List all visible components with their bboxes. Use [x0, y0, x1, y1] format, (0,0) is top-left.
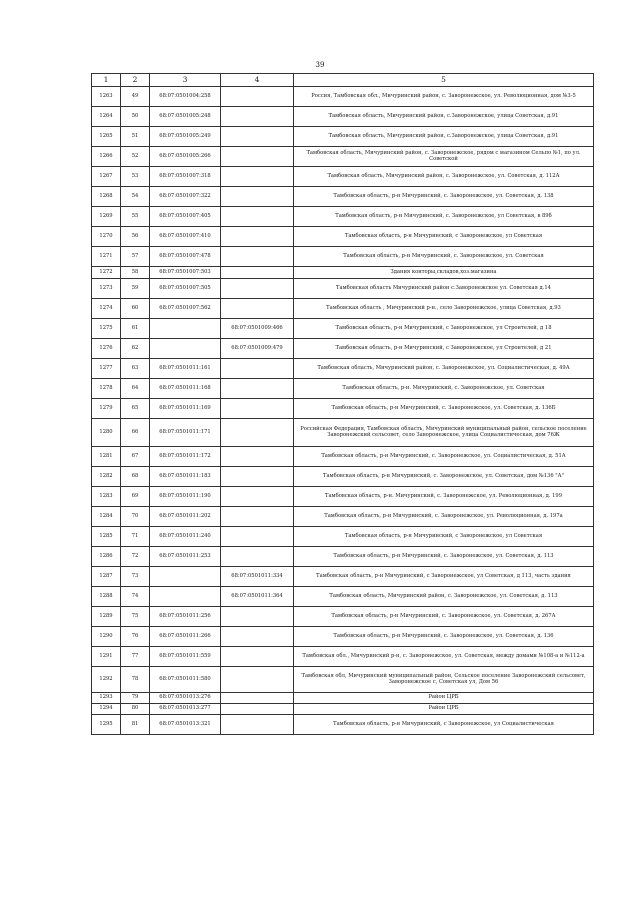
address-cell: Тамбовская область, р-н Мичуринский, с Заворонежское, ул Советская: [294, 527, 594, 547]
table-row: [92, 527, 594, 547]
sub-number-cell: 66: [121, 419, 150, 447]
register-table: [91, 73, 594, 735]
cadastral-number-cell: 68:07:0501005:266: [150, 147, 221, 167]
cadastral-number-cell: 68:07:0501011:172: [150, 447, 221, 467]
cadastral-number-alt-cell: [221, 647, 294, 667]
row-number-cell: 1287: [92, 567, 121, 587]
cadastral-number-alt-cell: [221, 419, 294, 447]
cadastral-number-alt-cell: [221, 359, 294, 379]
table-row: [92, 547, 594, 567]
cadastral-number-cell: 68:07:0501007:505: [150, 279, 221, 299]
row-number-cell: 1295: [92, 715, 121, 735]
cadastral-number-cell: 68:07:0501011:168: [150, 379, 221, 399]
column-header: 1: [92, 74, 121, 87]
cadastral-number-alt-cell: [221, 207, 294, 227]
sub-number-cell: 75: [121, 607, 150, 627]
row-number-cell: 1292: [92, 667, 121, 693]
sub-number-cell: 49: [121, 87, 150, 107]
cadastral-number-cell: 68:07:0501004:258: [150, 87, 221, 107]
row-number-cell: 1265: [92, 127, 121, 147]
sub-number-cell: 59: [121, 279, 150, 299]
row-number-cell: 1275: [92, 319, 121, 339]
table-row: [92, 267, 594, 279]
cadastral-number-cell: 68:07:0501011:253: [150, 547, 221, 567]
cadastral-number-alt-cell: [221, 607, 294, 627]
row-number-cell: 1277: [92, 359, 121, 379]
cadastral-number-cell: 68:07:0501007:478: [150, 247, 221, 267]
cadastral-number-alt-cell: [221, 107, 294, 127]
sub-number-cell: 56: [121, 227, 150, 247]
cadastral-number-alt-cell: [221, 399, 294, 419]
cadastral-number-alt-cell: [221, 693, 294, 704]
column-header-row: [92, 74, 594, 87]
sub-number-cell: 69: [121, 487, 150, 507]
address-cell: Тамбовская область, Мичуринский район, с.Заворонежское, улица Советская, д.91: [294, 127, 594, 147]
sub-number-cell: 51: [121, 127, 150, 147]
cadastral-number-cell: 68:07:0501011:240: [150, 527, 221, 547]
cadastral-number-cell: [150, 587, 221, 607]
address-cell: Тамбовская обл., Мичуринский р-н, с. Заворонежское, ул. Советская, между домами №108-а и №112-а: [294, 647, 594, 667]
address-cell: Тамбовская область Мичуринский район с.Заворонежское ул. Советская д.14: [294, 279, 594, 299]
cadastral-number-alt-cell: [221, 704, 294, 715]
address-cell: Тамбовская область, р-н Мичуринский, с Заворонежское, ул Советская, д 113, часть здания: [294, 567, 594, 587]
table-row: [92, 299, 594, 319]
column-header: 2: [121, 74, 150, 87]
address-cell: Тамбовская область, р-н Мичуринский, с. Заворонежское, ул. Советская: [294, 247, 594, 267]
cadastral-number-cell: 68:07:0501005:248: [150, 107, 221, 127]
address-cell: Тамбовская область, р-н. Мичуринский, с. Заворонежское, ул. Революционная, д. 199: [294, 487, 594, 507]
register-table-body: [92, 74, 594, 735]
cadastral-number-cell: [150, 319, 221, 339]
table-row: [92, 227, 594, 247]
row-number-cell: 1274: [92, 299, 121, 319]
row-number-cell: 1279: [92, 399, 121, 419]
address-cell: Район ЦРБ: [294, 693, 594, 704]
cadastral-number-alt-cell: [221, 127, 294, 147]
table-row: [92, 247, 594, 267]
cadastral-number-alt-cell: [221, 247, 294, 267]
sub-number-cell: 50: [121, 107, 150, 127]
address-cell: Российская Федерация, Тамбовская область, Мичуринский муниципальный район, сельское поселение Заворонежский сельсовет, село Заворонежское, улица Социалистическая, дом 76Ж: [294, 419, 594, 447]
row-number-cell: 1266: [92, 147, 121, 167]
table-row: [92, 107, 594, 127]
address-cell: Тамбовская область, р-н Мичуринский, с. Заворонежское, ул. Советская, д. 136Б: [294, 399, 594, 419]
row-number-cell: 1283: [92, 487, 121, 507]
row-number-cell: 1268: [92, 187, 121, 207]
table-row: [92, 127, 594, 147]
table-row: [92, 167, 594, 187]
row-number-cell: 1288: [92, 587, 121, 607]
sub-number-cell: 79: [121, 693, 150, 704]
sub-number-cell: 52: [121, 147, 150, 167]
sub-number-cell: 81: [121, 715, 150, 735]
cadastral-number-cell: 68:07:0501007:405: [150, 207, 221, 227]
row-number-cell: 1270: [92, 227, 121, 247]
cadastral-number-cell: 68:07:0501011:190: [150, 487, 221, 507]
sub-number-cell: 80: [121, 704, 150, 715]
row-number-cell: 1294: [92, 704, 121, 715]
address-cell: Тамбовская обл, Мичуринский муниципальный район, Сельское поселение Заворонежский сельсовет, Заворонежское с, Советская ул, Дом 56: [294, 667, 594, 693]
cadastral-number-alt-cell: [221, 447, 294, 467]
sub-number-cell: 78: [121, 667, 150, 693]
sub-number-cell: 77: [121, 647, 150, 667]
row-number-cell: 1286: [92, 547, 121, 567]
row-number-cell: 1273: [92, 279, 121, 299]
table-row: [92, 607, 594, 627]
row-number-cell: 1278: [92, 379, 121, 399]
row-number-cell: 1281: [92, 447, 121, 467]
cadastral-number-alt-cell: [221, 187, 294, 207]
address-cell: Здания конторы,складов,хоз.магазина: [294, 267, 594, 279]
row-number-cell: 1276: [92, 339, 121, 359]
row-number-cell: 1291: [92, 647, 121, 667]
address-cell: Тамбовская область, р-н Мичуринский, с Заворонежское, ул Строителей, д 21: [294, 339, 594, 359]
cadastral-number-cell: 68:07:0501011:171: [150, 419, 221, 447]
cadastral-number-cell: 68:07:0501011:256: [150, 607, 221, 627]
table-row: [92, 447, 594, 467]
table-row: [92, 339, 594, 359]
address-cell: Тамбовская область, Мичуринский район, с. Заворонежское, ул. Социалистическая, д. 49А: [294, 359, 594, 379]
table-row: [92, 647, 594, 667]
table-row: [92, 87, 594, 107]
address-cell: Тамбовская область, р-н. Мичуринский, с. Заворонежское, ул. Советская: [294, 379, 594, 399]
cadastral-number-alt-cell: [221, 715, 294, 735]
cadastral-number-alt-cell: [221, 527, 294, 547]
address-cell: Тамбовская область, р-н Мичуринский, с. Заворонежское, ул. Советская, д. 136: [294, 627, 594, 647]
table-row: [92, 147, 594, 167]
table-row: [92, 399, 594, 419]
cadastral-number-alt-cell: [221, 379, 294, 399]
address-cell: Тамбовская область , Мичуринский р-н., село Заворонежское, улица Советская, д.93: [294, 299, 594, 319]
sub-number-cell: 53: [121, 167, 150, 187]
cadastral-number-cell: 68:07:0501011:183: [150, 467, 221, 487]
sub-number-cell: 55: [121, 207, 150, 227]
cadastral-number-cell: [150, 339, 221, 359]
cadastral-number-alt-cell: [221, 279, 294, 299]
address-cell: Тамбовская область, р-н Мичуринский, с. Заворонежское, ул. Социалистическая, д. 51А: [294, 447, 594, 467]
table-row: [92, 187, 594, 207]
table-row: [92, 279, 594, 299]
cadastral-number-alt-cell: 68:07:0501011:334: [221, 567, 294, 587]
table-row: [92, 587, 594, 607]
cadastral-number-alt-cell: [221, 487, 294, 507]
sub-number-cell: 64: [121, 379, 150, 399]
address-cell: Тамбовская область, Мичуринский район, с.Заворонежское, улица Советская, д.91: [294, 107, 594, 127]
cadastral-number-alt-cell: [221, 547, 294, 567]
row-number-cell: 1263: [92, 87, 121, 107]
row-number-cell: 1264: [92, 107, 121, 127]
table-row: [92, 567, 594, 587]
cadastral-number-cell: 68:07:0501007:410: [150, 227, 221, 247]
address-cell: Тамбовская область, Мичуринский район, с. Заворонежское, ул. Советская, д. 113: [294, 587, 594, 607]
sub-number-cell: 60: [121, 299, 150, 319]
cadastral-number-cell: 68:07:0501005:249: [150, 127, 221, 147]
cadastral-number-cell: 68:07:0501013:276: [150, 693, 221, 704]
table-row: [92, 704, 594, 715]
address-cell: Тамбовская область, р-н Мичуринский, с. Заворонежское, ул. Советская, д. 113: [294, 547, 594, 567]
cadastral-number-alt-cell: 68:07:0501009:466: [221, 319, 294, 339]
sub-number-cell: 70: [121, 507, 150, 527]
row-number-cell: 1271: [92, 247, 121, 267]
sub-number-cell: 72: [121, 547, 150, 567]
table-row: [92, 627, 594, 647]
cadastral-number-cell: 68:07:0501007:503: [150, 267, 221, 279]
sub-number-cell: 74: [121, 587, 150, 607]
row-number-cell: 1289: [92, 607, 121, 627]
cadastral-number-alt-cell: [221, 147, 294, 167]
cadastral-number-alt-cell: 68:07:0501011:364: [221, 587, 294, 607]
page-number: 39: [315, 61, 325, 69]
address-cell: Район ЦРБ: [294, 704, 594, 715]
cadastral-number-cell: 68:07:0501011:161: [150, 359, 221, 379]
table-row: [92, 487, 594, 507]
table-row: [92, 359, 594, 379]
sub-number-cell: 67: [121, 447, 150, 467]
cadastral-number-cell: 68:07:0501011:169: [150, 399, 221, 419]
address-cell: Тамбовская область, Мичуринский район, с. Заворонежское, рядом с магазином Сельпо №1, по ул. Советской: [294, 147, 594, 167]
row-number-cell: 1269: [92, 207, 121, 227]
cadastral-number-alt-cell: [221, 667, 294, 693]
table-row: [92, 419, 594, 447]
table-row: [92, 207, 594, 227]
table-row: [92, 715, 594, 735]
address-cell: Тамбовская область, р-н Мичуринский, с. Заворонежское, ул. Революционная, д. 197а: [294, 507, 594, 527]
cadastral-number-cell: 68:07:0501013:321: [150, 715, 221, 735]
sub-number-cell: 65: [121, 399, 150, 419]
table-row: [92, 667, 594, 693]
row-number-cell: 1272: [92, 267, 121, 279]
sub-number-cell: 54: [121, 187, 150, 207]
sub-number-cell: 73: [121, 567, 150, 587]
row-number-cell: 1293: [92, 693, 121, 704]
cadastral-number-cell: 68:07:0501007:562: [150, 299, 221, 319]
sub-number-cell: 68: [121, 467, 150, 487]
sub-number-cell: 61: [121, 319, 150, 339]
cadastral-number-alt-cell: [221, 227, 294, 247]
sub-number-cell: 76: [121, 627, 150, 647]
cadastral-number-alt-cell: [221, 87, 294, 107]
row-number-cell: 1284: [92, 507, 121, 527]
row-number-cell: 1282: [92, 467, 121, 487]
cadastral-number-alt-cell: [221, 299, 294, 319]
address-cell: Тамбовская область, Мичуринский район, с. Заворонежское, ул. Советская, д. 112А: [294, 167, 594, 187]
cadastral-number-cell: 68:07:0501011:202: [150, 507, 221, 527]
cadastral-number-cell: 68:07:0501013:277: [150, 704, 221, 715]
cadastral-number-alt-cell: [221, 627, 294, 647]
column-header: 3: [150, 74, 221, 87]
sub-number-cell: 63: [121, 359, 150, 379]
address-cell: Тамбовская область, р-н Мичуринский, с Заворонежское, ул Социалистическая: [294, 715, 594, 735]
sub-number-cell: 62: [121, 339, 150, 359]
row-number-cell: 1285: [92, 527, 121, 547]
cadastral-number-cell: 68:07:0501007:318: [150, 167, 221, 187]
row-number-cell: 1290: [92, 627, 121, 647]
cadastral-number-alt-cell: [221, 467, 294, 487]
sub-number-cell: 58: [121, 267, 150, 279]
row-number-cell: 1280: [92, 419, 121, 447]
column-header: 4: [221, 74, 294, 87]
cadastral-number-cell: 68:07:0501011:266: [150, 627, 221, 647]
cadastral-number-cell: 68:07:0501007:322: [150, 187, 221, 207]
table-row: [92, 693, 594, 704]
address-cell: Тамбовская область, р-н Мичуринский, с Заворонежское, ул Советская: [294, 227, 594, 247]
address-cell: Тамбовская область, р-н Мичуринский, с Заворонежское, ул Строителей, д 18: [294, 319, 594, 339]
column-header: 5: [294, 74, 594, 87]
sub-number-cell: 57: [121, 247, 150, 267]
table-row: [92, 467, 594, 487]
sub-number-cell: 71: [121, 527, 150, 547]
cadastral-number-alt-cell: [221, 507, 294, 527]
address-cell: Тамбовская область, р-н Мичуринский, с. Заворонежское, ул. Советская, д. 267А: [294, 607, 594, 627]
table-row: [92, 507, 594, 527]
address-cell: Тамбовская область, р-н Мичуринский, с. Заворонежское, ул Советская, в 89б: [294, 207, 594, 227]
cadastral-number-cell: [150, 567, 221, 587]
address-cell: Тамбовская область, р-н Мичуринский, с. Заворонежское, ул. Советская, дом №136 "А": [294, 467, 594, 487]
table-row: [92, 379, 594, 399]
cadastral-number-cell: 68:07:0501011:559: [150, 647, 221, 667]
row-number-cell: 1267: [92, 167, 121, 187]
cadastral-number-alt-cell: [221, 167, 294, 187]
address-cell: Россия, Тамбовская обл., Мичуринский район, с. Заворонежское, ул. Революционная, дом №3-5: [294, 87, 594, 107]
cadastral-number-alt-cell: 68:07:0501009:479: [221, 339, 294, 359]
address-cell: Тамбовская область, р-н Мичуринский, с. Заворонежское, ул. Советская, д. 138: [294, 187, 594, 207]
cadastral-number-alt-cell: [221, 267, 294, 279]
cadastral-number-cell: 68:07:0501011:580: [150, 667, 221, 693]
table-row: [92, 319, 594, 339]
